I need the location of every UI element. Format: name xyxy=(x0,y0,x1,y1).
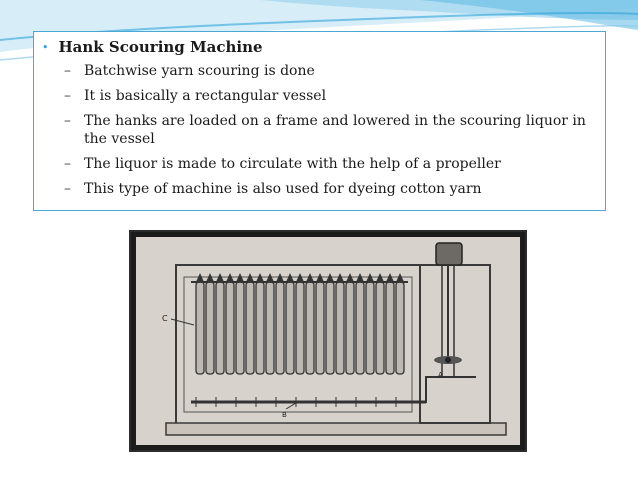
slide-heading: Hank Scouring Machine xyxy=(58,38,263,56)
list-item-text: It is basically a rectangular vessel xyxy=(84,88,327,104)
dash-marker: – xyxy=(64,113,71,129)
machine-diagram xyxy=(136,237,520,445)
diagram-label-b: B xyxy=(282,411,287,419)
list-item xyxy=(64,62,604,80)
machine-diagram-photo xyxy=(129,230,527,452)
list-item-text: The liquor is made to circulate with the help of a propeller xyxy=(84,156,501,172)
list-item-text: This type of machine is also used for dyeing cotton yarn xyxy=(84,181,482,197)
dash-marker: – xyxy=(64,156,71,172)
dash-marker: – xyxy=(64,88,71,104)
list-item xyxy=(64,155,604,173)
diagram-label-c: C xyxy=(162,314,168,323)
dash-marker: – xyxy=(64,181,71,197)
list-item xyxy=(64,180,604,198)
dash-marker: – xyxy=(64,63,71,79)
list-item xyxy=(64,87,604,105)
bullet-marker: • xyxy=(42,40,49,54)
list-item-text: Batchwise yarn scouring is done xyxy=(84,63,315,79)
list-item-text: The hanks are loaded on a frame and lowered in the scouring liquor in the vessel xyxy=(84,113,586,147)
list-item xyxy=(64,112,604,148)
diagram-label-a: A xyxy=(438,371,443,379)
heading-row xyxy=(42,38,263,56)
content-box xyxy=(33,31,606,211)
